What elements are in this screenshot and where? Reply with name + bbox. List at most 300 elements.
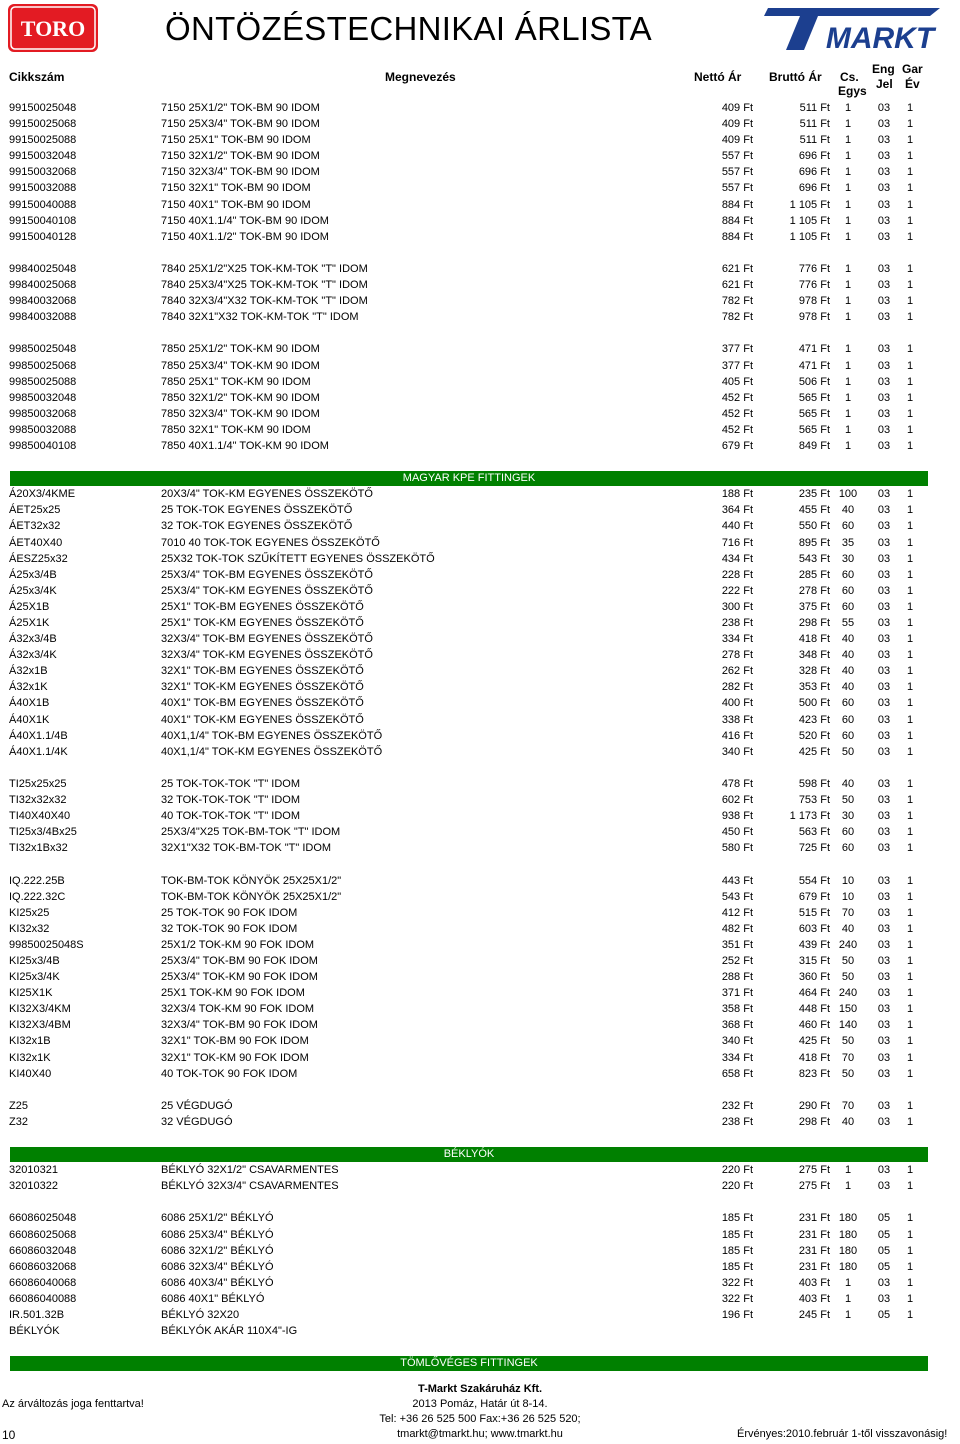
- table-row: [0, 679, 960, 695]
- cell-gross: 423 Ft: [798, 713, 830, 726]
- cell-code: TI32x1Bx32: [9, 842, 68, 855]
- cell-eng: 03: [877, 874, 891, 887]
- cell-name: 32X3/4" TOK-BM EGYENES ÖSSZEKÖTŐ: [161, 633, 373, 646]
- cell-year: 1: [906, 954, 914, 967]
- cell-year: 1: [906, 102, 914, 114]
- cell-code: 66086025068: [9, 1228, 77, 1241]
- cell-eng: 03: [877, 230, 891, 243]
- table-row: [0, 486, 960, 502]
- cell-code: 99150040088: [9, 198, 77, 211]
- col-code: Cikkszám: [9, 70, 65, 84]
- table-row: [0, 695, 960, 711]
- cell-gross: 696 Ft: [798, 150, 830, 163]
- cell-code: Z25: [9, 1099, 28, 1112]
- cell-net: 557 Ft: [721, 166, 753, 179]
- cell-name: 6086 40X3/4" BÉKLYÓ: [161, 1276, 274, 1289]
- cell-unit: 1: [844, 359, 852, 372]
- cell-eng: 03: [877, 166, 891, 179]
- cell-gross: 696 Ft: [798, 166, 830, 179]
- cell-net: 409 Ft: [721, 102, 753, 114]
- cell-name: 25X32 TOK-TOK SZŰKÍTETT EGYENES ÖSSZEKÖTŐ: [161, 552, 435, 565]
- cell-unit: 40: [841, 504, 855, 517]
- cell-unit: 1: [844, 214, 852, 227]
- cell-unit: 50: [841, 1067, 855, 1080]
- table-row: [0, 567, 960, 583]
- cell-code: KI25x3/4B: [9, 954, 60, 967]
- cell-net: 238 Ft: [721, 1115, 753, 1128]
- price-table: [0, 100, 960, 1371]
- cell-name: 25X1 TOK-KM 90 FOK IDOM: [161, 987, 305, 1000]
- cell-code: Á32x1K: [9, 681, 48, 694]
- cell-net: 409 Ft: [721, 134, 753, 147]
- cell-unit: 1: [844, 102, 852, 114]
- cell-eng: 03: [877, 649, 891, 662]
- table-row: [0, 969, 960, 985]
- cell-net: 282 Ft: [721, 681, 753, 694]
- table-row: [0, 1050, 960, 1066]
- table-row: [0, 1098, 960, 1114]
- cell-gross: 506 Ft: [798, 375, 830, 388]
- cell-unit: 30: [841, 552, 855, 565]
- cell-unit: 1: [844, 230, 852, 243]
- cell-net: 185 Ft: [721, 1228, 753, 1241]
- cell-year: 1: [906, 423, 914, 436]
- cell-unit: 180: [838, 1244, 858, 1257]
- cell-year: 1: [906, 1260, 914, 1273]
- cell-unit: 70: [841, 1051, 855, 1064]
- cell-code: KI25x25: [9, 906, 50, 919]
- cell-net: 222 Ft: [721, 584, 753, 597]
- cell-name: TOK-BM-TOK KÖNYÖK 25X25X1/2": [161, 890, 342, 903]
- cell-name: BÉKLYÓ 32X20: [161, 1309, 240, 1322]
- table-row: [0, 132, 960, 148]
- cell-net: 252 Ft: [721, 954, 753, 967]
- cell-year: 1: [906, 488, 914, 501]
- cell-code: 99840032088: [9, 311, 77, 324]
- cell-unit: 1: [844, 375, 852, 388]
- cell-name: 32X1" TOK-BM EGYENES ÖSSZEKÖTŐ: [161, 665, 364, 678]
- cell-gross: 598 Ft: [798, 777, 830, 790]
- cell-net: 371 Ft: [721, 987, 753, 1000]
- cell-code: 99150040128: [9, 230, 77, 243]
- cell-eng: 03: [877, 633, 891, 646]
- cell-year: 1: [906, 987, 914, 1000]
- cell-code: 99850025048: [9, 343, 77, 356]
- cell-code: 99850032048: [9, 391, 77, 404]
- cell-unit: 1: [844, 311, 852, 324]
- cell-net: 602 Ft: [721, 794, 753, 807]
- cell-code: TI25x3/4Bx25: [9, 826, 77, 839]
- cell-year: 1: [906, 971, 914, 984]
- footer-contact: tmarkt@tmarkt.hu; www.tmarkt.hu: [397, 1428, 563, 1440]
- cell-code: 99150032088: [9, 182, 77, 195]
- cell-unit: 1: [844, 343, 852, 356]
- cell-net: 377 Ft: [721, 343, 753, 356]
- cell-eng: 03: [877, 1067, 891, 1080]
- cell-gross: 565 Ft: [798, 407, 830, 420]
- cell-name: 7850 25X3/4" TOK-KM 90 IDOM: [161, 359, 320, 372]
- cell-gross: 511 Ft: [799, 134, 830, 147]
- cell-unit: 35: [841, 536, 855, 549]
- cell-name: BÉKLYÓ 32X1/2" CSAVARMENTES: [161, 1164, 339, 1177]
- cell-eng: 03: [877, 890, 891, 903]
- cell-name: 7150 40X1.1/2" TOK-BM 90 IDOM: [161, 230, 329, 243]
- toro-logo: [8, 4, 98, 52]
- table-row: [0, 808, 960, 824]
- spacer-row: [0, 856, 960, 872]
- cell-unit: 30: [841, 810, 855, 823]
- cell-year: 1: [906, 166, 914, 179]
- cell-gross: 348 Ft: [798, 649, 830, 662]
- table-row: [0, 1323, 960, 1339]
- cell-unit: 40: [841, 681, 855, 694]
- cell-eng: 03: [877, 439, 891, 452]
- cell-gross: 328 Ft: [798, 665, 830, 678]
- cell-name: 40X1" TOK-BM EGYENES ÖSSZEKÖTŐ: [161, 697, 364, 710]
- table-row: [0, 164, 960, 180]
- cell-code: KI32x1B: [9, 1035, 51, 1048]
- cell-year: 1: [906, 520, 914, 533]
- cell-code: TI25x25x25: [9, 777, 67, 790]
- cell-eng: 03: [877, 262, 891, 275]
- cell-code: ÁESZ25x32: [9, 552, 68, 565]
- cell-year: 1: [906, 343, 914, 356]
- cell-gross: 231 Ft: [798, 1228, 830, 1241]
- cell-code: 99150025048: [9, 102, 77, 114]
- cell-year: 1: [906, 1292, 914, 1305]
- cell-year: 1: [906, 713, 914, 726]
- cell-code: Á32x3/4B: [9, 633, 57, 646]
- footer-disclaimer: Az árváltozás joga fenttartva!: [2, 1398, 144, 1410]
- cell-net: 278 Ft: [721, 649, 753, 662]
- cell-gross: 776 Ft: [798, 279, 830, 292]
- cell-unit: 40: [841, 633, 855, 646]
- cell-code: TI32x32x32: [9, 794, 67, 807]
- cell-code: 99840025068: [9, 279, 77, 292]
- cell-year: 1: [906, 230, 914, 243]
- cell-name: 6086 32X3/4" BÉKLYÓ: [161, 1260, 274, 1273]
- cell-name: 25X3/4" TOK-KM EGYENES ÖSSZEKÖTŐ: [161, 584, 373, 597]
- cell-unit: 100: [838, 488, 858, 501]
- cell-net: 679 Ft: [721, 439, 753, 452]
- table-row: [0, 840, 960, 856]
- spacer-row: [0, 1130, 960, 1146]
- cell-gross: 298 Ft: [798, 617, 830, 629]
- cell-name: TOK-BM-TOK KÖNYÖK 25X25X1/2": [161, 874, 342, 887]
- cell-eng: 03: [877, 552, 891, 565]
- cell-unit: 1: [844, 182, 852, 195]
- spacer-row: [0, 245, 960, 261]
- cell-gross: 1 173 Ft: [789, 810, 830, 823]
- cell-gross: 471 Ft: [798, 343, 830, 356]
- spacer-row: [0, 1339, 960, 1355]
- table-row: [0, 776, 960, 792]
- cell-eng: 03: [877, 423, 891, 436]
- cell-code: 66086032068: [9, 1260, 77, 1273]
- cell-code: 99150032048: [9, 150, 77, 163]
- cell-unit: 1: [844, 1180, 852, 1193]
- cell-name: 7010 40 TOK-TOK EGYENES ÖSSZEKÖTŐ: [161, 536, 380, 549]
- table-row: [0, 1162, 960, 1178]
- cell-net: 621 Ft: [721, 262, 753, 275]
- cell-name: 7150 40X1.1/4" TOK-BM 90 IDOM: [161, 214, 329, 227]
- cell-unit: 1: [844, 166, 852, 179]
- cell-net: 557 Ft: [721, 182, 753, 195]
- cell-gross: 418 Ft: [798, 1051, 830, 1064]
- cell-net: 416 Ft: [721, 729, 753, 742]
- cell-unit: 60: [841, 568, 855, 581]
- spacer-row: [0, 325, 960, 341]
- cell-name: 25 VÉGDUGÓ: [161, 1099, 233, 1112]
- cell-year: 1: [906, 1099, 914, 1112]
- cell-net: 338 Ft: [721, 713, 753, 726]
- cell-unit: 50: [841, 971, 855, 984]
- cell-code: 99150032068: [9, 166, 77, 179]
- cell-unit: 60: [841, 842, 855, 855]
- cell-name: 7840 32X1"X32 TOK-KM-TOK "T" IDOM: [161, 311, 359, 324]
- cell-eng: 05: [877, 1309, 891, 1322]
- cell-net: 262 Ft: [721, 665, 753, 678]
- cell-gross: 425 Ft: [798, 745, 830, 758]
- cell-name: 7850 25X1/2" TOK-KM 90 IDOM: [161, 343, 320, 356]
- cell-name: BÉKLYÓK AKÁR 110X4"-IG: [161, 1325, 298, 1338]
- table-row: [0, 937, 960, 953]
- cell-name: 7850 32X1/2" TOK-KM 90 IDOM: [161, 391, 320, 404]
- cell-net: 543 Ft: [721, 890, 753, 903]
- cell-year: 1: [906, 777, 914, 790]
- cell-gross: 565 Ft: [798, 391, 830, 404]
- table-row: [0, 180, 960, 196]
- cell-gross: 696 Ft: [798, 182, 830, 195]
- cell-name: 25 TOK-TOK 90 FOK IDOM: [161, 906, 298, 919]
- cell-code: Á40X1B: [9, 697, 50, 710]
- cell-net: 358 Ft: [721, 1003, 753, 1016]
- section-header: [0, 1146, 960, 1162]
- cell-net: 782 Ft: [721, 311, 753, 324]
- cell-name: 32X3/4" TOK-BM 90 FOK IDOM: [161, 1019, 318, 1032]
- cell-year: 1: [906, 279, 914, 292]
- cell-gross: 290 Ft: [798, 1099, 830, 1112]
- cell-code: 99150040108: [9, 214, 77, 227]
- cell-name: 6086 25X1/2" BÉKLYÓ: [161, 1212, 274, 1225]
- cell-eng: 03: [877, 279, 891, 292]
- cell-code: 99850025088: [9, 375, 77, 388]
- cell-unit: 1: [844, 407, 852, 420]
- cell-gross: 895 Ft: [798, 536, 830, 549]
- table-row: [0, 293, 960, 309]
- cell-net: 884 Ft: [721, 230, 753, 243]
- cell-code: 99840032068: [9, 295, 77, 308]
- cell-eng: 03: [877, 182, 891, 195]
- cell-year: 1: [906, 311, 914, 324]
- cell-gross: 231 Ft: [798, 1244, 830, 1257]
- table-row: [0, 615, 960, 631]
- cell-net: 658 Ft: [721, 1067, 753, 1080]
- footer-address: 2013 Pomáz, Határ út 8-14.: [412, 1398, 548, 1410]
- cell-name: 6086 32X1/2" BÉKLYÓ: [161, 1244, 274, 1257]
- cell-gross: 403 Ft: [798, 1276, 830, 1289]
- page-title: ÖNTÖZÉSTECHNIKAI ÁRLISTA: [165, 10, 652, 47]
- table-row: [0, 712, 960, 728]
- cell-year: 1: [906, 729, 914, 742]
- cell-code: 99150025068: [9, 118, 77, 131]
- cell-unit: 240: [838, 987, 858, 1000]
- cell-name: 32 TOK-TOK-TOK "T" IDOM: [161, 794, 301, 807]
- cell-net: 288 Ft: [721, 971, 753, 984]
- col-unit-line2: Egys: [838, 84, 867, 98]
- cell-unit: 55: [841, 617, 855, 629]
- table-row: [0, 341, 960, 357]
- cell-net: 185 Ft: [721, 1212, 753, 1225]
- cell-year: 1: [906, 794, 914, 807]
- cell-unit: 140: [838, 1019, 858, 1032]
- cell-year: 1: [906, 1212, 914, 1225]
- table-row: [0, 1291, 960, 1307]
- cell-net: 452 Ft: [721, 407, 753, 420]
- cell-code: KI32X3/4BM: [9, 1019, 71, 1032]
- cell-name: 7150 25X3/4" TOK-BM 90 IDOM: [161, 118, 320, 131]
- cell-unit: 60: [841, 600, 855, 613]
- cell-gross: 776 Ft: [798, 262, 830, 275]
- cell-gross: 500 Ft: [798, 697, 830, 710]
- cell-unit: 1: [844, 1276, 852, 1289]
- cell-unit: 60: [841, 713, 855, 726]
- cell-year: 1: [906, 439, 914, 452]
- cell-year: 1: [906, 1115, 914, 1128]
- cell-unit: 50: [841, 954, 855, 967]
- table-row: [0, 502, 960, 518]
- spacer-row: [0, 760, 960, 776]
- col-eng-line2: Jel: [876, 77, 893, 91]
- cell-year: 1: [906, 1244, 914, 1257]
- table-row: [0, 792, 960, 808]
- cell-gross: 275 Ft: [798, 1164, 830, 1177]
- table-row: [0, 374, 960, 390]
- table-row: [0, 261, 960, 277]
- cell-net: 185 Ft: [721, 1244, 753, 1257]
- cell-gross: 231 Ft: [798, 1260, 830, 1273]
- cell-code: Á25x3/4B: [9, 568, 57, 581]
- cell-eng: 03: [877, 922, 891, 935]
- cell-year: 1: [906, 536, 914, 549]
- cell-gross: 1 105 Ft: [789, 214, 830, 227]
- cell-net: 482 Ft: [721, 922, 753, 935]
- cell-eng: 03: [877, 842, 891, 855]
- cell-name: 7150 25X1/2" TOK-BM 90 IDOM: [161, 102, 320, 114]
- cell-code: 66086040068: [9, 1276, 77, 1289]
- cell-name: BÉKLYÓ 32X3/4" CSAVARMENTES: [161, 1180, 339, 1193]
- cell-eng: 03: [877, 681, 891, 694]
- cell-code: KI32x1K: [9, 1051, 51, 1064]
- cell-eng: 03: [877, 391, 891, 404]
- table-row: [0, 518, 960, 534]
- cell-gross: 978 Ft: [798, 311, 830, 324]
- cell-code: KI32x32: [9, 922, 50, 935]
- cell-eng: 03: [877, 665, 891, 678]
- toro-logo-text: TORO: [20, 16, 86, 41]
- cell-unit: 50: [841, 1035, 855, 1048]
- table-row: [0, 1178, 960, 1194]
- cell-eng: 05: [877, 1212, 891, 1225]
- section-title: MAGYAR KPE FITTINGEK: [10, 471, 928, 486]
- cell-code: TI40X40X40: [9, 810, 71, 823]
- cell-name: 32 TOK-TOK EGYENES ÖSSZEKÖTŐ: [161, 520, 353, 533]
- table-row: [0, 358, 960, 374]
- table-row: [0, 229, 960, 245]
- cell-net: 334 Ft: [721, 633, 753, 646]
- cell-net: 450 Ft: [721, 826, 753, 839]
- cell-net: 452 Ft: [721, 423, 753, 436]
- cell-net: 364 Ft: [721, 504, 753, 517]
- cell-unit: 70: [841, 906, 855, 919]
- col-name: Megnevezés: [385, 70, 456, 84]
- cell-net: 452 Ft: [721, 391, 753, 404]
- cell-unit: 1: [844, 1292, 852, 1305]
- cell-net: 884 Ft: [721, 198, 753, 211]
- cell-code: Á25X1B: [9, 600, 50, 613]
- cell-eng: 03: [877, 906, 891, 919]
- cell-unit: 60: [841, 520, 855, 533]
- cell-code: 99850025048S: [9, 938, 84, 951]
- cell-code: 99150025088: [9, 134, 77, 147]
- cell-net: 434 Ft: [721, 552, 753, 565]
- cell-net: 412 Ft: [721, 906, 753, 919]
- header: [0, 0, 960, 64]
- spacer-row: [0, 1194, 960, 1210]
- cell-year: 1: [906, 681, 914, 694]
- cell-name: 7150 32X1/2" TOK-BM 90 IDOM: [161, 150, 320, 163]
- cell-eng: 03: [877, 150, 891, 163]
- cell-code: 99850025068: [9, 359, 77, 372]
- cell-name: 7850 32X3/4" TOK-KM 90 IDOM: [161, 407, 320, 420]
- cell-eng: 05: [877, 1244, 891, 1257]
- column-headers: [0, 62, 960, 100]
- cell-year: 1: [906, 1067, 914, 1080]
- cell-net: 557 Ft: [721, 150, 753, 163]
- cell-unit: 1: [844, 1309, 852, 1322]
- cell-unit: 1: [844, 1164, 852, 1177]
- cell-gross: 1 105 Ft: [789, 230, 830, 243]
- table-row: [0, 309, 960, 325]
- cell-code: Z32: [9, 1115, 28, 1128]
- cell-unit: 40: [841, 649, 855, 662]
- cell-eng: 03: [877, 938, 891, 951]
- cell-net: 580 Ft: [721, 842, 753, 855]
- cell-name: 7840 25X1/2"X25 TOK-KM-TOK "T" IDOM: [161, 262, 368, 275]
- cell-eng: 05: [877, 1260, 891, 1273]
- cell-net: 220 Ft: [721, 1164, 753, 1177]
- cell-eng: 03: [877, 407, 891, 420]
- cell-name: 32X1"X32 TOK-BM-TOK "T" IDOM: [161, 842, 332, 855]
- cell-unit: 60: [841, 584, 855, 597]
- col-net: Nettó Ár: [694, 70, 742, 84]
- table-row: [0, 1227, 960, 1243]
- cell-code: KI25x3/4K: [9, 971, 60, 984]
- cell-code: BÉKLYÓK: [9, 1325, 60, 1338]
- cell-net: 621 Ft: [721, 279, 753, 292]
- cell-year: 1: [906, 1228, 914, 1241]
- table-row: [0, 438, 960, 454]
- cell-eng: 03: [877, 1003, 891, 1016]
- cell-year: 1: [906, 842, 914, 855]
- cell-year: 1: [906, 391, 914, 404]
- cell-code: KI32X3/4KM: [9, 1003, 71, 1016]
- cell-unit: 240: [838, 938, 858, 951]
- cell-gross: 550 Ft: [798, 520, 830, 533]
- cell-name: 7150 32X3/4" TOK-BM 90 IDOM: [161, 166, 320, 179]
- cell-name: 32X1" TOK-KM EGYENES ÖSSZEKÖTŐ: [161, 681, 364, 694]
- cell-net: 884 Ft: [721, 214, 753, 227]
